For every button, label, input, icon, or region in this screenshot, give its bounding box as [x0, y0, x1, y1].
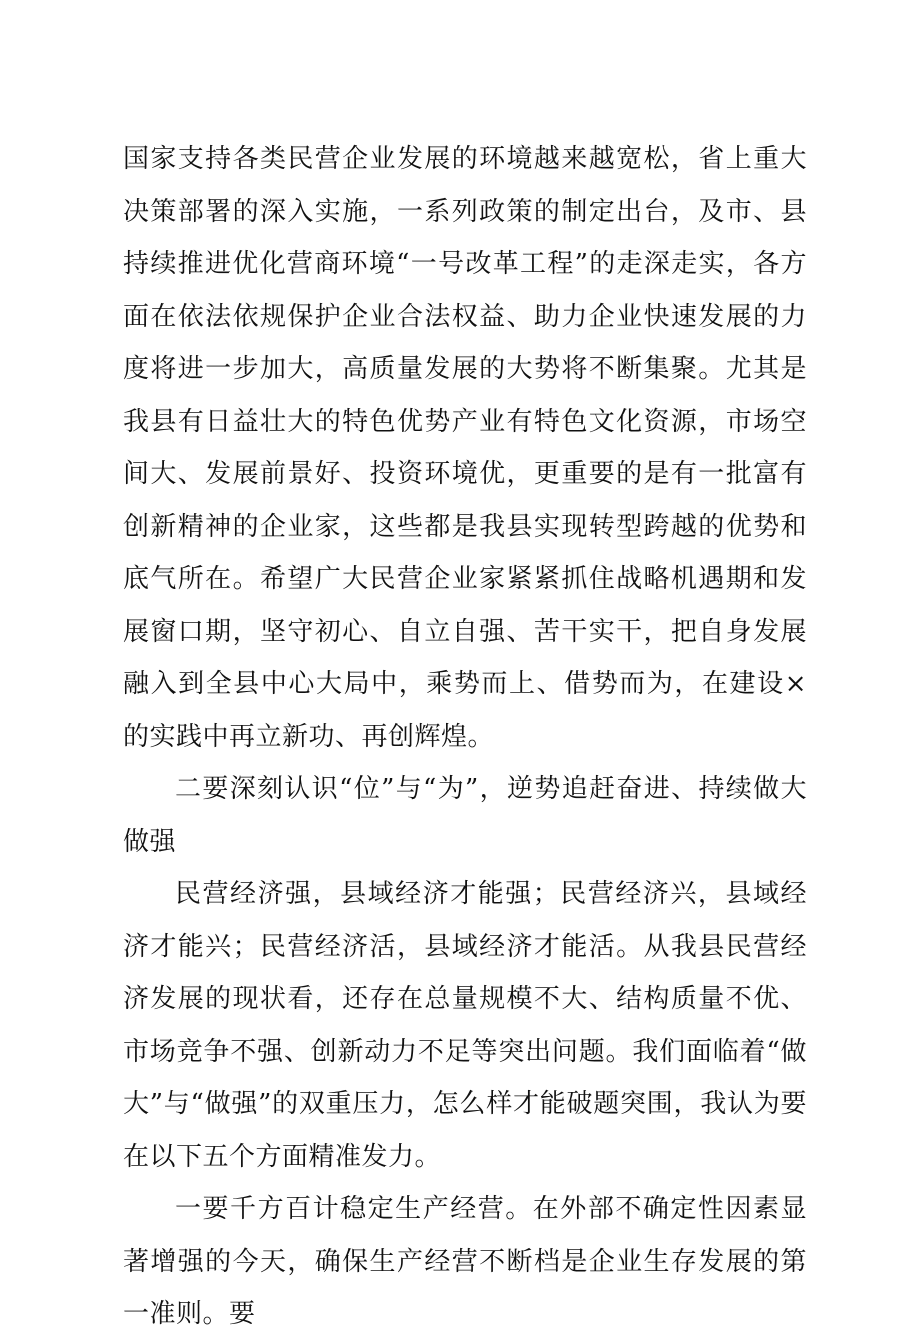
paragraph-continuation: 国家支持各类民营企业发展的环境越来越宽松，省上重大决策部署的深入实施，一系列政策的制定出台，及市、县持续推进优化营商环境“一号改革工程”的走深走实，各方面在依法依规保护企业合法权益、助力企业快速发展的力度将进一步加大，高质量发展的大势将不断集聚。尤其是我县有日益壮大的特色优势产业有特色文化资源，市场空间大、发展前景好、投资环境优，更重要的是有一批富有创新精神的企业家，这些都是我县实现转型跨越的优势和底气所在。希望广大民营企业家紧紧抓住战略机遇期和发展窗口期，坚守初心、自立自强、苦干实干，把自身发展融入到全县中心大局中，乘势而上、借势而为，在建设×的实践中再立新功、再创辉煌。 [123, 144, 807, 752]
paragraph-body: 民营经济强，县域经济才能强；民营经济兴，县域经济才能兴；民营经济活，县域经济才能活。从我县民营经济发展的现状看，还存在总量规模不大、结构质量不优、市场竞争不强、创新动力不足等突出问题。我们面临着“做大”与“做强”的双重压力，怎么样才能破题突围，我认为要在以下五个方面精准发力。 [123, 879, 807, 1172]
document-page [123, 133, 807, 1341]
paragraph-point-one: 一要千方百计稳定生产经营。在外部不确定性因素显著增强的今天，确保生产经营不断档是企业生存发展的第一准则。要 [123, 1194, 807, 1329]
section-heading: 二要深刻认识“位”与“为”，逆势追赶奋进、持续做大做强 [123, 774, 807, 857]
